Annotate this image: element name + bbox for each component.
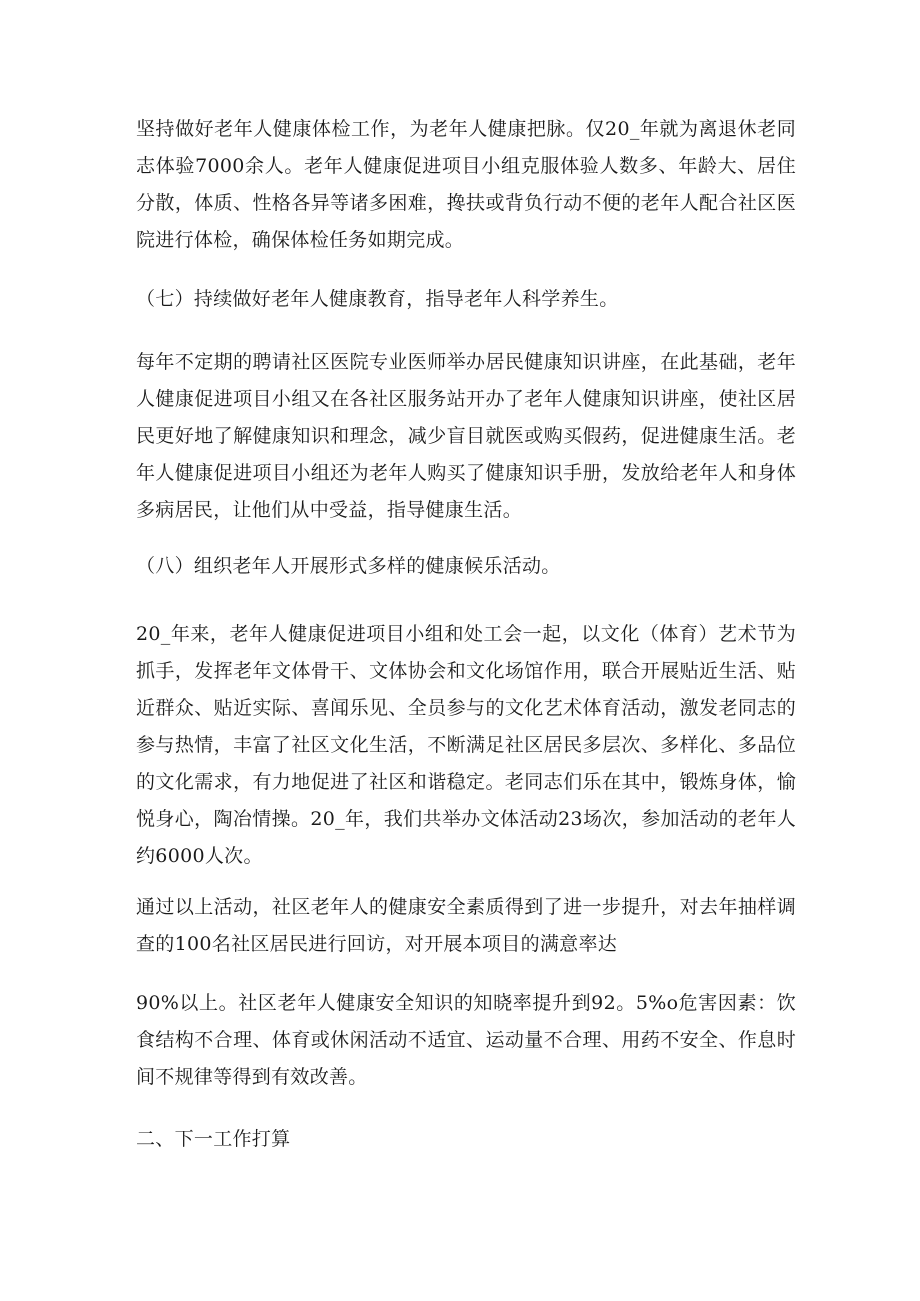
- paragraph-results-intro: 通过以上活动，社区老年人的健康安全素质得到了进一步提升，对去年抽样调查的100名社区居民进行回访，对开展本项目的满意率达: [136, 896, 796, 955]
- paragraph-cultural-activities: 20_年来，老年人健康促进项目小组和处工会一起，以文化（体育）艺术节为抓手，发挥老年文体骨干、文体协会和文化场馆作用，联合开展贴近生活、贴近群众、贴近实际、喜闻乐见、全员参与的文化艺术体育活动，激发老同志的参与热情，丰富了社区文化生活，不断满足社区居民多层次、多样化、多品位的文化需求，有力地促进了社区和谐稳定。老同志们乐在其中，锻炼身体，愉悦身心，陶冶情操。20_年，我们共举办文体活动23场次，参加活动的老年人约6000人次。: [136, 623, 796, 867]
- section-heading-seven: （七）持续做好老年人健康教育，指导老年人科学养生。: [136, 288, 619, 310]
- paragraph-health-education: 每年不定期的聘请社区医院专业医师举办居民健康知识讲座，在此基础，老年人健康促进项目小组又在各社区服务站开办了老年人健康知识讲座，使社区居民更好地了解健康知识和理念，减少盲目就医或购买假药，促进健康生活。老年人健康促进项目小组还为老年人购买了健康知识手册，发放给老年人和身体多病居民，让他们从中受益，指导健康生活。: [136, 351, 796, 521]
- paragraph-health-checkup: 坚持做好老年人健康体检工作，为老年人健康把脉。仅20_年就为离退休老同志体验7000余人。老年人健康促进项目小组克服体验人数多、年龄大、居住分散，体质、性格各异等诸多困难，搀扶或背负行动不便的老年人配合社区医院进行体检，确保体检任务如期完成。: [136, 118, 796, 251]
- section-heading-next-plan: 二、下一工作打算: [136, 1128, 291, 1150]
- paragraph-results-stats: 90%以上。社区老年人健康安全知识的知晓率提升到92。5%o危害因素：饮食结构不合理、体育或休闲活动不适宜、运动量不合理、用药不安全、作息时间不规律等得到有效改善。: [136, 992, 796, 1088]
- section-heading-eight: （八）组织老年人开展形式多样的健康候乐活动。: [136, 555, 561, 577]
